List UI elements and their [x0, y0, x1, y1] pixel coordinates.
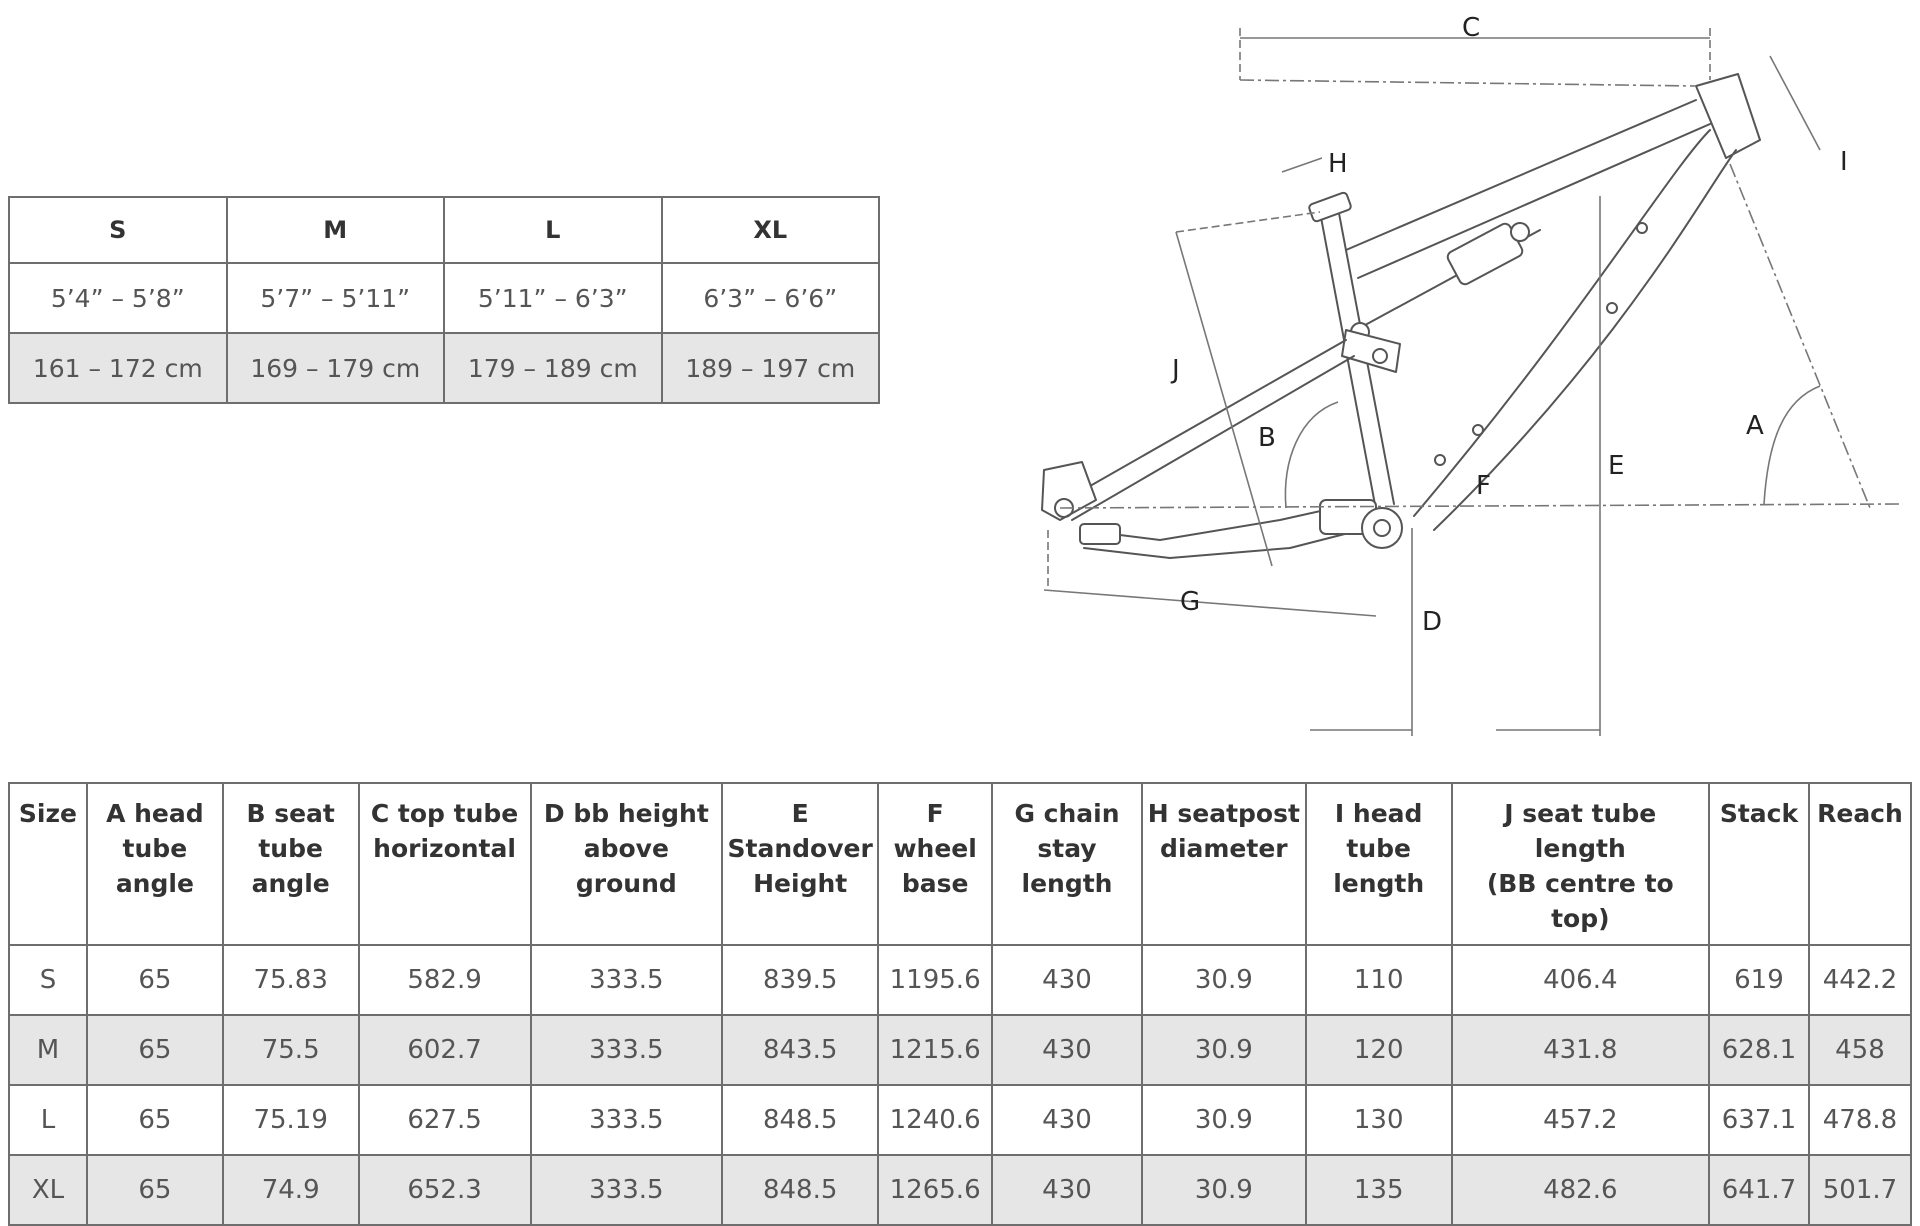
rear-dropout — [1042, 462, 1120, 544]
header-text: Stack — [1719, 799, 1799, 828]
header-text: Size — [18, 799, 78, 828]
value-cell: 848.5 — [722, 1085, 878, 1155]
header-text: angle — [251, 869, 330, 898]
rocker-link — [1342, 330, 1400, 372]
dimension-label-j: J — [1172, 355, 1180, 385]
value-cell: 74.9 — [223, 1155, 359, 1225]
header-text: tube — [122, 834, 188, 863]
height-imperial-cell: 5’7” – 5’11” — [227, 263, 445, 333]
value-cell: 75.5 — [223, 1015, 359, 1085]
value-cell: 333.5 — [531, 1085, 723, 1155]
size-chart-metric-row — [9, 333, 879, 403]
value-cell: 333.5 — [531, 1155, 723, 1225]
dimension-label-i: I — [1840, 147, 1848, 177]
bottom-bracket — [1362, 508, 1402, 548]
dimension-i-line — [1770, 56, 1820, 150]
geometry-header-cell — [1306, 783, 1452, 945]
value-cell: 442.2 — [1809, 945, 1911, 1015]
frame-geometry-diagram — [1020, 0, 1920, 750]
dimension-f-line — [1060, 504, 1900, 508]
dimension-label-c: C — [1462, 13, 1481, 43]
dimension-label-b: B — [1258, 423, 1276, 453]
header-text: E — [791, 799, 809, 828]
header-text: F — [926, 799, 944, 828]
value-cell: 430 — [992, 1085, 1142, 1155]
header-text: stay — [1037, 834, 1097, 863]
value-cell: 482.6 — [1452, 1155, 1709, 1225]
value-cell: 333.5 — [531, 1015, 723, 1085]
value-cell: 65 — [87, 1015, 223, 1085]
header-text: I head — [1334, 799, 1423, 828]
header-text: H seatpost — [1147, 799, 1300, 828]
geometry-header-cell — [1452, 783, 1709, 945]
header-text: base — [901, 869, 969, 898]
header-text: diameter — [1160, 834, 1288, 863]
geometry-table — [8, 782, 1912, 1226]
header-text: G chain — [1014, 799, 1120, 828]
size-cell: S — [9, 945, 87, 1015]
header-text: above — [583, 834, 669, 863]
size-chart-header: XL — [662, 197, 880, 263]
header-text: Height — [753, 869, 848, 898]
value-cell: 75.19 — [223, 1085, 359, 1155]
value-cell: 30.9 — [1142, 1015, 1306, 1085]
value-cell: 135 — [1306, 1155, 1452, 1225]
height-metric-cell: 169 – 179 cm — [227, 333, 445, 403]
value-cell: 75.83 — [223, 945, 359, 1015]
geometry-header-cell — [87, 783, 223, 945]
height-metric-cell: 179 – 189 cm — [444, 333, 662, 403]
header-text: angle — [115, 869, 194, 898]
value-cell: 1195.6 — [878, 945, 992, 1015]
head-tube — [1696, 74, 1760, 158]
header-text: wheel — [893, 834, 977, 863]
value-cell: 843.5 — [722, 1015, 878, 1085]
value-cell: 30.9 — [1142, 1155, 1306, 1225]
size-chart-table — [8, 196, 880, 404]
value-cell: 130 — [1306, 1085, 1452, 1155]
geometry-header-cell — [1709, 783, 1809, 945]
geometry-header-cell — [359, 783, 531, 945]
header-text: length — [1333, 869, 1425, 898]
value-cell: 619 — [1709, 945, 1809, 1015]
geometry-header-cell — [1142, 783, 1306, 945]
value-cell: 628.1 — [1709, 1015, 1809, 1085]
dimension-d-line — [1310, 528, 1412, 736]
value-cell: 120 — [1306, 1015, 1452, 1085]
dimension-e-line — [1496, 196, 1600, 736]
dimension-label-a: A — [1746, 411, 1764, 441]
value-cell: 65 — [87, 1155, 223, 1225]
size-chart-header: L — [444, 197, 662, 263]
value-cell: 406.4 — [1452, 945, 1709, 1015]
height-imperial-cell: 6’3” – 6’6” — [662, 263, 880, 333]
size-chart-header-row — [9, 197, 879, 263]
value-cell: 431.8 — [1452, 1015, 1709, 1085]
geometry-header-cell — [992, 783, 1142, 945]
value-cell: 1215.6 — [878, 1015, 992, 1085]
value-cell: 430 — [992, 1015, 1142, 1085]
geometry-header-cell — [722, 783, 878, 945]
header-text: C top tube — [370, 799, 519, 828]
header-text: B seat — [246, 799, 335, 828]
dimension-a-arc — [1730, 164, 1870, 508]
top-tube — [1346, 100, 1710, 278]
dimension-label-e: E — [1608, 451, 1625, 481]
value-cell: 110 — [1306, 945, 1452, 1015]
value-cell: 1240.6 — [878, 1085, 992, 1155]
seat-stay — [1062, 340, 1354, 520]
header-text: length — [1021, 869, 1113, 898]
size-cell: XL — [9, 1155, 87, 1225]
header-text: Standover — [727, 834, 873, 863]
dimension-b-arc — [1285, 402, 1338, 508]
chain-stay — [1080, 500, 1376, 558]
header-text: J seat tube length — [1504, 799, 1657, 863]
height-imperial-cell: 5’4” – 5’8” — [9, 263, 227, 333]
value-cell: 582.9 — [359, 945, 531, 1015]
value-cell: 478.8 — [1809, 1085, 1911, 1155]
height-metric-cell: 189 – 197 cm — [662, 333, 880, 403]
dimension-label-g: G — [1180, 587, 1201, 617]
value-cell: 602.7 — [359, 1015, 531, 1085]
geometry-header-row — [9, 783, 1911, 945]
value-cell: 430 — [992, 945, 1142, 1015]
table-row — [9, 945, 1911, 1015]
value-cell: 501.7 — [1809, 1155, 1911, 1225]
dimension-label-f: F — [1476, 471, 1491, 501]
value-cell: 458 — [1809, 1015, 1911, 1085]
header-text: tube — [1346, 834, 1411, 863]
geometry-header-cell — [9, 783, 87, 945]
geometry-header-cell — [531, 783, 723, 945]
value-cell: 627.5 — [359, 1085, 531, 1155]
value-cell: 848.5 — [722, 1155, 878, 1225]
value-cell: 30.9 — [1142, 945, 1306, 1015]
size-cell: L — [9, 1085, 87, 1155]
header-text: ground — [575, 869, 677, 898]
table-row — [9, 1015, 1911, 1085]
value-cell: 430 — [992, 1155, 1142, 1225]
down-tube — [1414, 130, 1736, 530]
geometry-header-cell — [223, 783, 359, 945]
value-cell: 1265.6 — [878, 1155, 992, 1225]
size-chart-header: S — [9, 197, 227, 263]
size-cell: M — [9, 1015, 87, 1085]
header-text: (BB centre to top) — [1486, 869, 1674, 933]
dimension-label-d: D — [1422, 607, 1443, 637]
value-cell: 65 — [87, 945, 223, 1015]
header-text: D bb height — [543, 799, 709, 828]
value-cell: 30.9 — [1142, 1085, 1306, 1155]
value-cell: 65 — [87, 1085, 223, 1155]
dimension-h-line — [1282, 158, 1322, 172]
header-text: A head — [106, 799, 204, 828]
size-chart-header: M — [227, 197, 445, 263]
geometry-header-cell — [878, 783, 992, 945]
height-metric-cell: 161 – 172 cm — [9, 333, 227, 403]
height-imperial-cell: 5’11” – 6’3” — [444, 263, 662, 333]
value-cell: 652.3 — [359, 1155, 531, 1225]
header-text: Reach — [1817, 799, 1903, 828]
value-cell: 333.5 — [531, 945, 723, 1015]
size-chart-imperial-row — [9, 263, 879, 333]
value-cell: 839.5 — [722, 945, 878, 1015]
header-text: tube — [258, 834, 323, 863]
table-row — [9, 1085, 1911, 1155]
seatpost-clamp — [1308, 192, 1352, 223]
table-row — [9, 1155, 1911, 1225]
dimension-label-h: H — [1328, 149, 1348, 179]
value-cell: 457.2 — [1452, 1085, 1709, 1155]
value-cell: 641.7 — [1709, 1155, 1809, 1225]
value-cell: 637.1 — [1709, 1085, 1809, 1155]
header-text: horizontal — [373, 834, 516, 863]
geometry-header-cell — [1809, 783, 1911, 945]
